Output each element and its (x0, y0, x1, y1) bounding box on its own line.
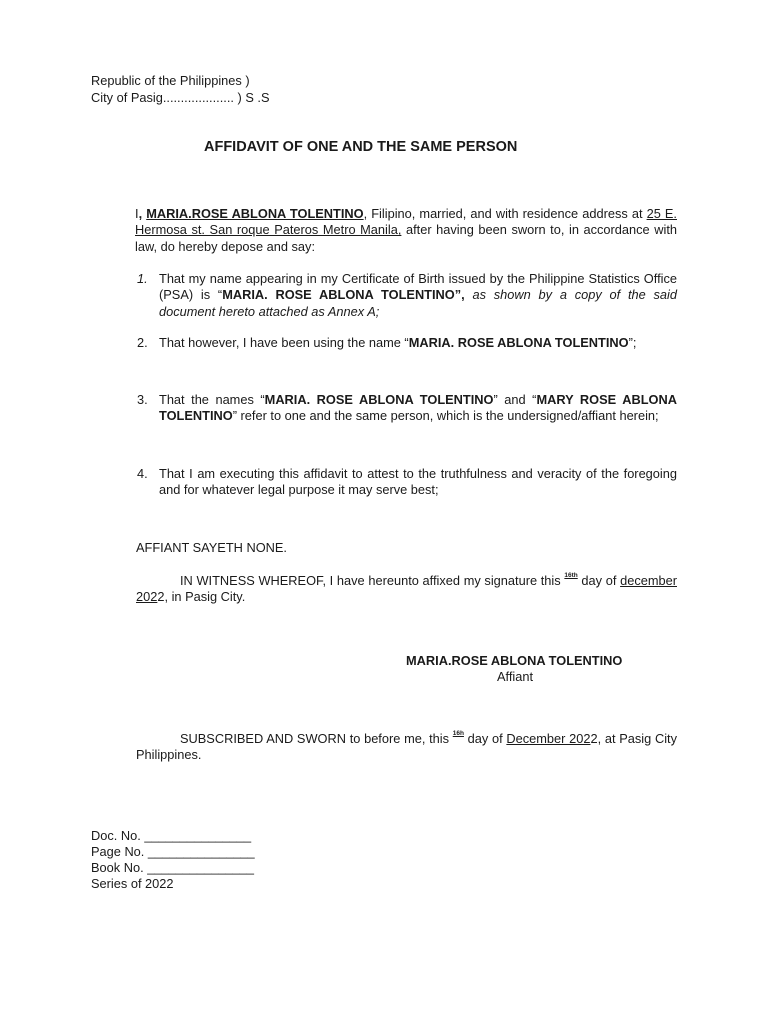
jurat-text: 2, at Pasig City Philippines. (136, 731, 677, 763)
item-number: 4. (137, 466, 148, 481)
jurat-text: SUBSCRIBED AND SWORN to before me, this (180, 731, 453, 746)
witness-text: IN WITNESS WHEREOF, I have hereunto affixed my signature this (180, 573, 565, 588)
affiant-name: MARIA.ROSE ABLONA TOLENTINO (146, 206, 364, 221)
list-item (159, 271, 677, 320)
item-text: ” refer to one and the same person, which is the undersigned/affiant herein; (232, 408, 659, 424)
document-title: AFFIDAVIT OF ONE AND THE SAME PERSON (204, 139, 518, 155)
signature-role: Affiant (497, 669, 534, 684)
notary-book-no: Book No. _______________ (91, 860, 254, 875)
list-item (159, 392, 677, 425)
item-name: MARIA. ROSE ABLONA TOLENTINO (408, 335, 629, 350)
item-number: 3. (137, 392, 148, 407)
notary-doc-no: Doc. No. _______________ (91, 828, 252, 843)
list-item (159, 335, 677, 351)
jurat-date: December 202 (506, 731, 591, 746)
item-number: 1. (137, 271, 148, 286)
witness-day-superscript: 16th (564, 572, 578, 579)
intro-pronoun: I (135, 206, 139, 221)
item-name: MARIA. ROSE ABLONA TOLENTINO (264, 392, 494, 407)
intro-comma: , (138, 206, 143, 221)
residence-address: 25 E. Hermosa st. San roque Pateros Metro Manila, (135, 206, 677, 238)
item-punct: ”; (628, 335, 637, 350)
witness-text: 2, in Pasig City. (157, 589, 246, 605)
item-text: That the names “ (159, 392, 265, 407)
list-item (159, 466, 677, 499)
header-city: City of Pasig.................... ) S .S (91, 90, 270, 105)
witness-text: day of (577, 573, 621, 588)
affiant-sayeth: AFFIANT SAYETH NONE. (136, 540, 287, 555)
item-text: ” and “ (493, 392, 537, 407)
item-number: 2. (137, 335, 148, 350)
item-text: That I am executing this affidavit to attest to the truthfulness and veracity of the foregoing and for whatever legal purpose it may serve best; (159, 466, 677, 498)
intro-text-2: after having been sworn to, in accordance with law, do hereby depose and say: (135, 222, 677, 254)
jurat-paragraph (136, 731, 677, 764)
item-name-alias: MARY ROSE ABLONA TOLENTINO (159, 392, 677, 424)
notary-series: Series of 2022 (91, 876, 174, 891)
intro-paragraph (135, 206, 677, 255)
header-republic: Republic of the Philippines ) (91, 73, 250, 88)
signature-name: MARIA.ROSE ABLONA TOLENTINO (406, 653, 623, 668)
item-text: That my name appearing in my Certificate of Birth issued by the Philippine Statistics Office (PSA) is “ (159, 271, 677, 303)
witness-paragraph (136, 573, 677, 606)
item-punct: ”, (454, 287, 465, 303)
witness-date: december 202 (136, 573, 677, 605)
intro-text-1: , Filipino, married, and with residence address at (363, 206, 647, 221)
jurat-text: day of (463, 731, 507, 746)
item-text: That however, I have been using the name “ (159, 335, 409, 350)
notary-page-no: Page No. _______________ (91, 844, 255, 859)
jurat-day-superscript: 16h (452, 730, 464, 737)
item-annex-text: as shown by a copy of the said document hereto attached as Annex A; (159, 287, 677, 319)
item-name: MARIA. ROSE ABLONA TOLENTINO (222, 287, 455, 303)
